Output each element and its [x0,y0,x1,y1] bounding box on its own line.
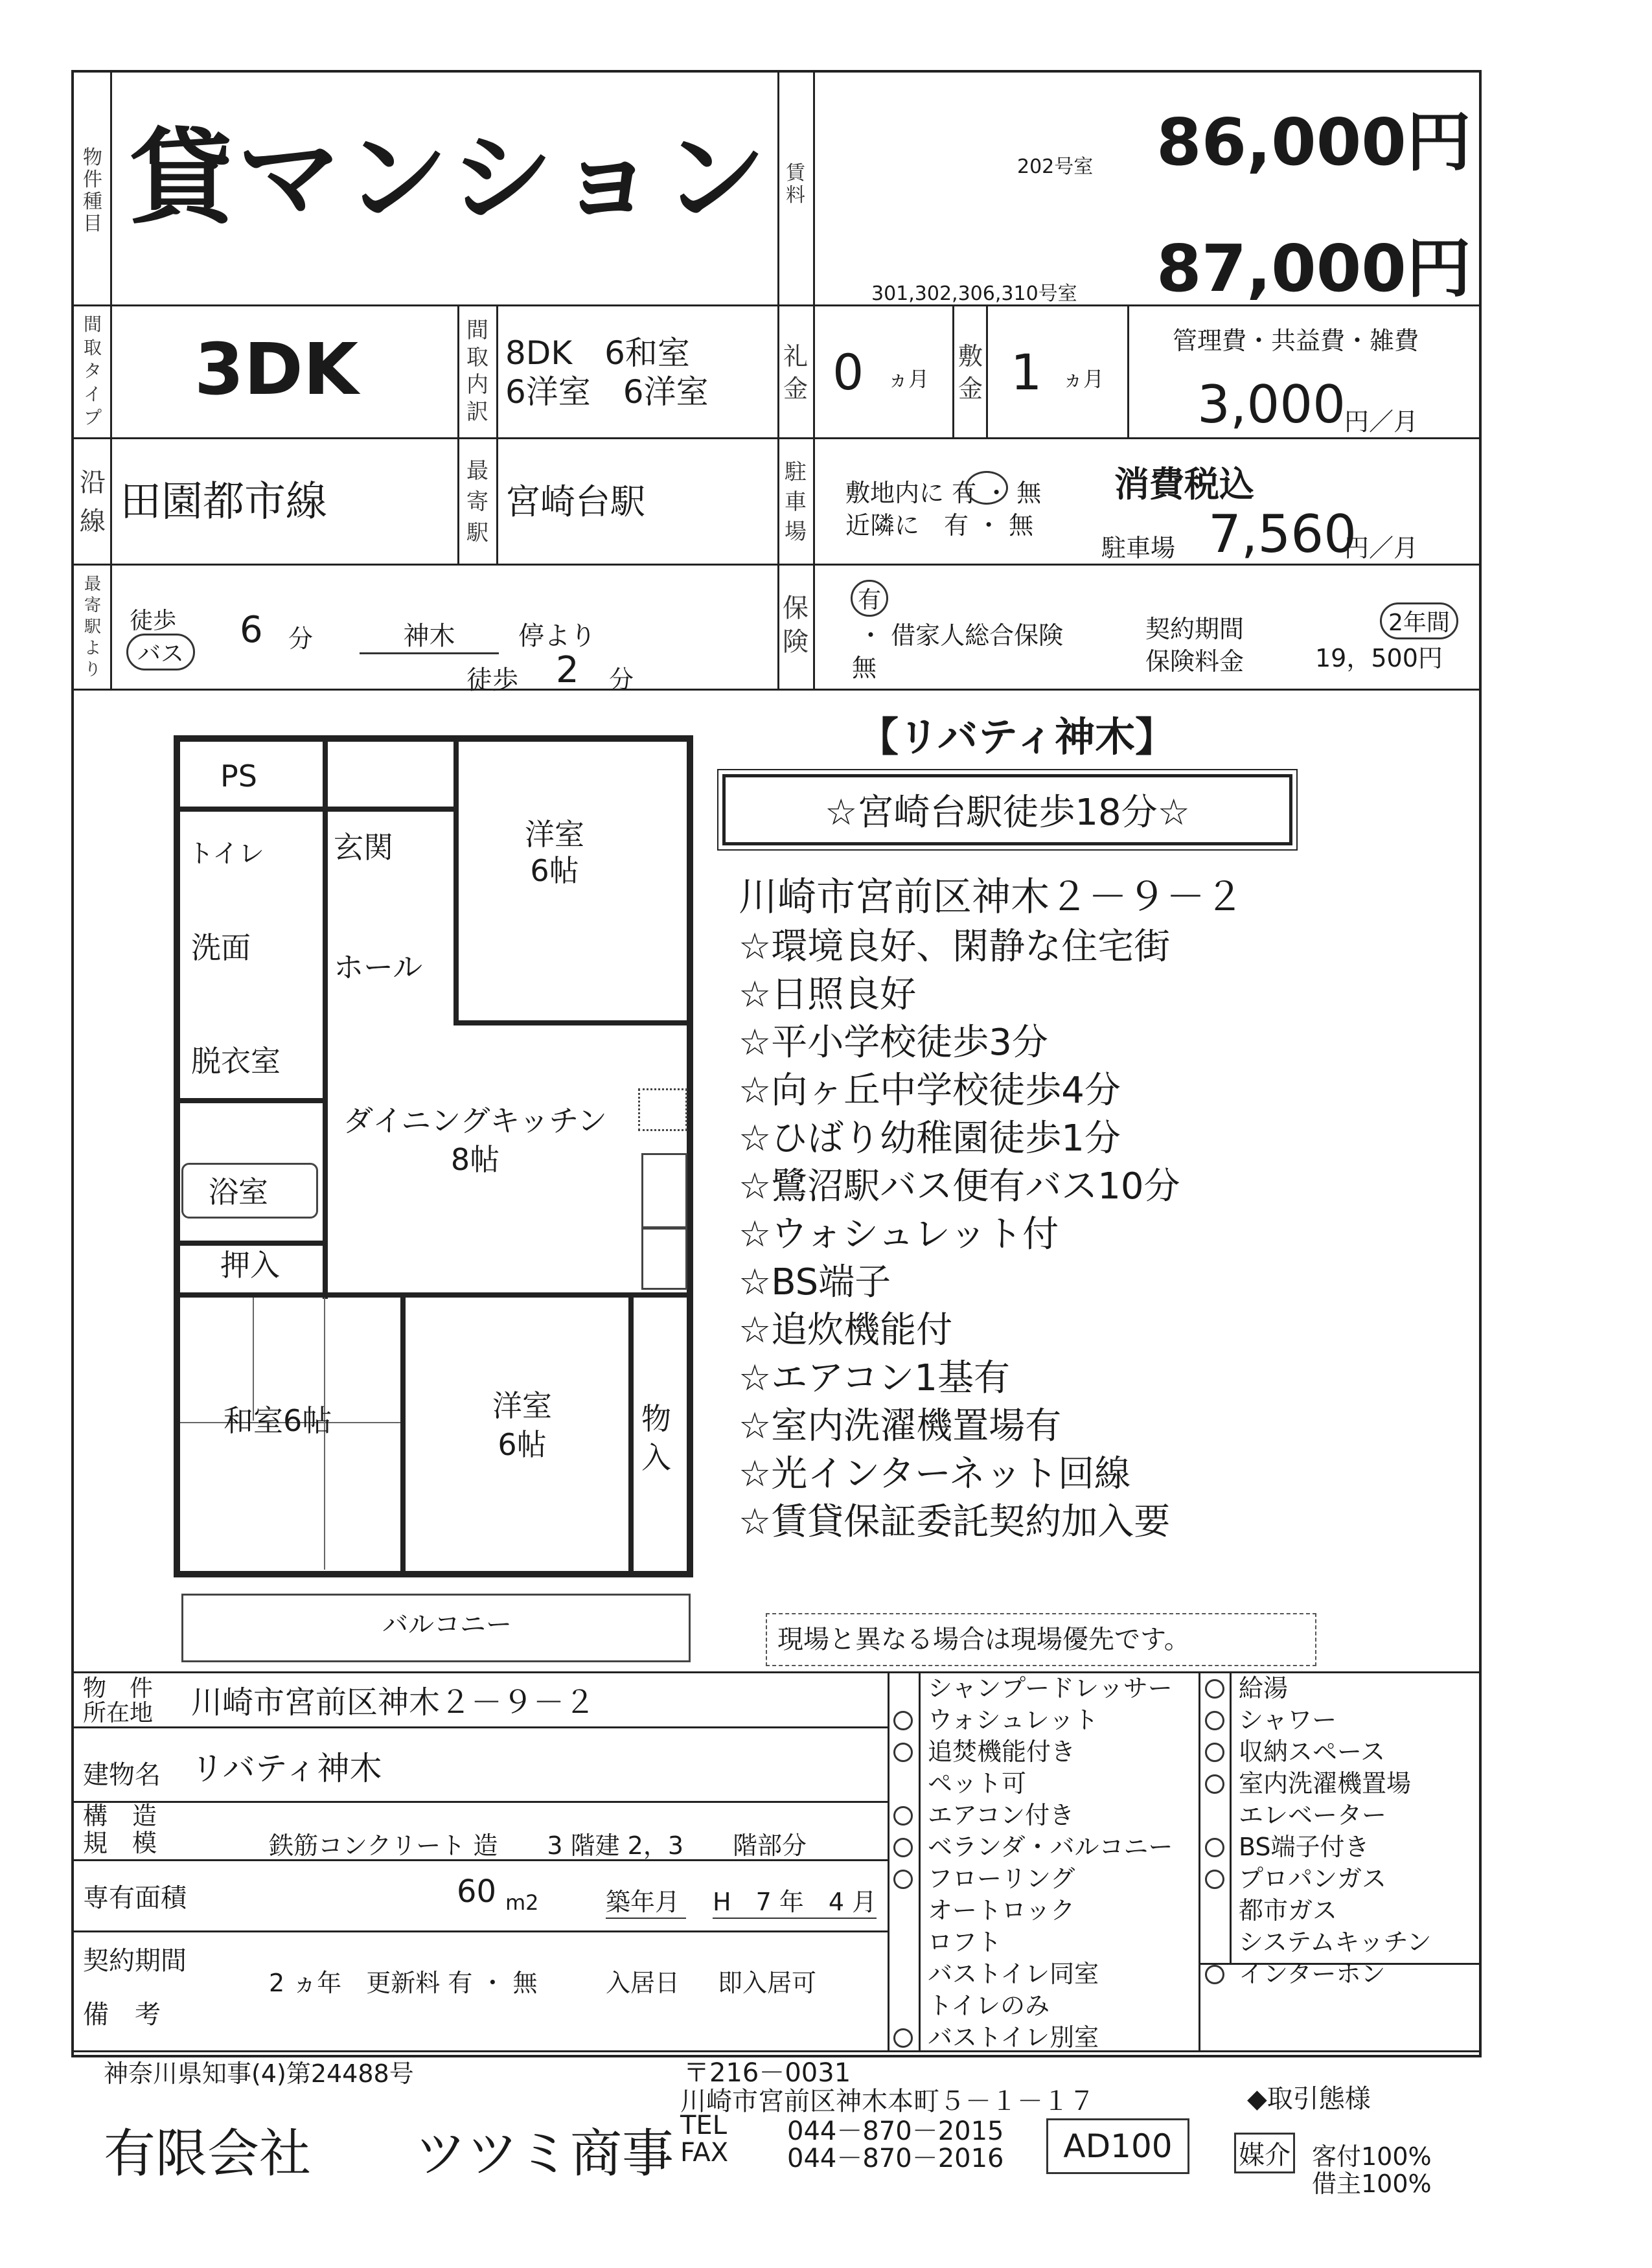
parking-fee: 7,560 [1208,504,1357,564]
company-address: 川崎市宮前区神木本町５－１－１７ [680,2087,1095,2116]
feature-item: ☆日照良好 [739,974,917,1016]
parking-onsite: 敷地内に 有 ・ 無 [845,479,1042,507]
minutes-unit-1: 分 [288,624,314,653]
amenity-label: BS端子付き [1239,1833,1370,1861]
train-line: 田園都市線 [120,478,327,526]
parking-nearby: 近隣に 有 ・ 無 [845,511,1034,540]
amenity-label: フローリング [928,1864,1075,1893]
feature-item: ☆向ヶ丘中学校徒歩4分 [739,1070,1121,1112]
layout-type: 3DK [194,328,359,411]
area-value: 60 [457,1873,497,1910]
built-label: 築年月 [606,1882,686,1919]
fp-ps: PS [220,759,257,794]
move-in-label: 入居日 [606,1969,680,1997]
station-label: 最 寄 駅 [466,458,488,546]
deal-type-title: ◆取引態様 [1247,2084,1371,2114]
insurance-label: 保 険 [783,593,809,657]
fp-storage: 物 入 [641,1401,671,1475]
built-value: H 7 年 4 月 [713,1882,877,1919]
fax-label: FAX [680,2138,729,2168]
fp-toilet: トイレ [188,839,264,869]
checked-circle-icon [1205,1679,1224,1699]
feature-item: ☆BS端子 [739,1261,891,1303]
license-number: 神奈川県知事(4)第24488号 [104,2059,414,2088]
contract-term: 2年間 [1380,602,1458,639]
feature-item: ☆ウォシュレット付 [739,1213,1059,1255]
area-label: 専有面積 [83,1883,187,1913]
fp-dressing: 脱衣室 [191,1044,281,1079]
parking-fee-unit: 円／月 [1344,534,1419,562]
fp-entrance: 玄関 [334,830,393,865]
deposit-value: 1 [1011,343,1042,401]
key-money-value: 0 [832,343,864,401]
remarks-label: 備 考 [83,2000,161,2030]
walk-label: 最 寄 駅 よ り [84,574,101,680]
contract-value: 2 ヵ年 更新料 有 ・ 無 [269,1969,538,1997]
fp-japanese: 和室6帖 [224,1403,332,1438]
insurance-yes: 有 [851,580,888,617]
amenity-label: エレベーター [1239,1801,1387,1829]
rent-price-1: 86,000円 [1156,104,1471,180]
insurance-no: 無 [852,654,877,682]
amenity-label: システムキッチン [1239,1928,1432,1956]
key-money-unit: ヵ月 [888,367,930,391]
rent-rooms-2: 301,302,306,310号室 [871,282,1077,305]
tel-label: TEL [680,2111,727,2140]
nearest-station: 宮崎台駅 [505,481,645,522]
contract-term-label: 契約期間 [1145,615,1245,643]
fp-closet: 押入 [220,1248,280,1283]
line-label: 沿 線 [80,468,106,536]
rent-price-2: 87,000円 [1156,231,1471,306]
amenity-label: ペット可 [928,1769,1027,1798]
fp-bath: 浴室 [209,1174,268,1209]
checked-circle-icon [893,1711,913,1730]
structure-label: 構 造 規 模 [83,1802,157,1857]
amenity-label: バストイレ同室 [928,1960,1099,1988]
fp-washbasin: 洗面 [191,930,251,965]
amenity-label: インターホン [1239,1960,1386,1988]
stove-icon [641,1153,687,1228]
insurance-fee-label: 保険料金 [1145,647,1245,676]
amenity-label: 室内洗濯機置場 [1239,1769,1412,1798]
checked-circle-icon [1205,1965,1224,1984]
feature-item: ☆室内洗濯機置場有 [739,1405,1062,1447]
fp-hall: ホール [334,950,423,985]
mgmt-fee-title: 管理費・共益費・雑費 [1173,326,1419,355]
feature-item: ☆エアコン1基有 [739,1357,1011,1399]
amenity-label: エアコン付き [928,1801,1075,1829]
deposit-unit: ヵ月 [1062,367,1105,391]
feature-item: ☆鷺沼駅バス便有バス10分 [739,1165,1180,1208]
bus-text-circled: バス [126,634,195,670]
structure-value: 鉄筋コンクリート 造 3 階建 2，3 階部分 [269,1831,807,1860]
amenity-label: プロパンガス [1239,1864,1387,1893]
insurance-fee: 19，500円 [1315,644,1443,672]
location-label: 物 件 所在地 [83,1675,154,1726]
amenity-label: トイレのみ [928,1991,1050,2020]
mgmt-fee-unit: 円／月 [1344,407,1419,436]
amenity-label: ロフト [928,1928,1002,1956]
checked-circle-icon [1205,1838,1224,1857]
commission-2: 借主100% [1312,2170,1432,2198]
amenity-label: オートロック [928,1896,1075,1925]
kitchen-counter [641,1228,687,1290]
amenity-label: バストイレ別室 [928,2023,1099,2052]
fp-western-2: 洋室 6帖 [492,1388,552,1462]
property-category: 貸マンション [130,117,770,238]
checked-circle-icon [1205,1870,1224,1889]
checked-circle-icon [1205,1711,1224,1730]
fp-dining-kitchen: ダイニングキッチン 8帖 [343,1103,608,1177]
walk-text: 徒歩 [130,608,177,634]
checked-circle-icon [1205,1774,1224,1794]
insurance-type: ・ 借家人総合保険 [858,621,1064,650]
category-label: 物 件 種 目 [83,146,102,235]
tax-included: 消費税込 [1114,464,1254,505]
kitchen-sink-dotted [638,1088,687,1131]
feature-item: ☆光インターネット回線 [739,1453,1131,1495]
tel-number: 044－870－2015 [787,2116,1004,2146]
commission-1: 客付100% [1312,2142,1432,2171]
mgmt-fee-value: 3,000 [1197,374,1346,435]
rent-label: 賃 料 [786,162,805,207]
location-value: 川崎市宮前区神木２－９－２ [191,1684,596,1721]
area-unit: m2 [505,1890,539,1915]
amenity-label: シャワー [1239,1706,1337,1734]
layout-detail-1: 8DK 6和室 [505,334,690,372]
bus-stop-name: 神木 [360,615,499,654]
amenity-label: ウォシュレット [928,1706,1099,1734]
parking-onsite-circle [965,471,1008,505]
feature-item: ☆環境良好、閑静な住宅街 [739,926,1171,968]
checked-circle-icon [893,1870,913,1889]
feature-item: ☆平小学校徒歩3分 [739,1022,1048,1064]
layout-detail-2: 6洋室 6洋室 [505,373,709,411]
checked-circle-icon [893,1838,913,1857]
fax-number: 044－870－2016 [787,2144,1004,2173]
move-in-value: 即入居可 [718,1969,817,1997]
minutes-from-stop: 2 [556,649,579,691]
amenity-label: 追焚機能付き [928,1737,1076,1766]
feature-item: ☆賃貸保証委託契約加入要 [739,1501,1171,1543]
deposit-label: 敷 金 [958,342,983,403]
fp-balcony: バルコニー [382,1610,512,1640]
company-name: 有限会社 ツツミ商事 [104,2124,674,2184]
building-address: 川崎市宮前区神木２－９－２ [739,875,1244,920]
walk-text-2: 徒歩 [466,665,518,695]
minutes-to-stop: 6 [240,609,263,651]
contract-label: 契約期間 [83,1946,187,1976]
building-name-title: 【リバティ神木】 [858,713,1176,761]
amenity-label: ベランダ・バルコニー [928,1833,1173,1861]
postal-code: 〒216－0031 [683,2058,851,2088]
checked-circle-icon [1205,1743,1224,1762]
bldg-name-value: リバティ神木 [191,1750,382,1787]
amenity-label: シャンプードレッサー [928,1674,1173,1702]
parking-label: 駐 車 場 [785,459,807,545]
site-notice: 現場と異なる場合は現場優先です。 [766,1613,1316,1666]
key-money-label: 礼 金 [783,342,808,403]
rent-rooms-1: 202号室 [1017,155,1094,178]
amenity-label: 都市ガス [1239,1896,1338,1925]
stop-suffix: 停より [518,621,596,651]
walk-time-box: ☆宮崎台駅徒歩18分☆ [722,774,1292,845]
minutes-unit-2: 分 [609,665,634,694]
amenity-label: 収納スペース [1239,1737,1386,1766]
feature-item: ☆追炊機能付 [739,1309,953,1351]
deal-type-box: 媒介 [1234,2133,1295,2173]
layout-detail-label: 間 取 内 訳 [466,317,488,425]
checked-circle-icon [893,2028,913,2048]
layout-type-label: 間 取 タ イ プ [83,314,102,428]
amenity-label: 給湯 [1239,1674,1289,1702]
feature-item: ☆ひばり幼稚園徒歩1分 [739,1117,1121,1160]
bldg-name-label: 建物名 [83,1760,161,1790]
ad-box: AD100 [1046,2118,1189,2174]
parking-fee-label: 駐車場 [1101,534,1176,562]
fp-western-1: 洋室 6帖 [525,817,584,888]
checked-circle-icon [893,1806,913,1826]
checked-circle-icon [893,1743,913,1762]
